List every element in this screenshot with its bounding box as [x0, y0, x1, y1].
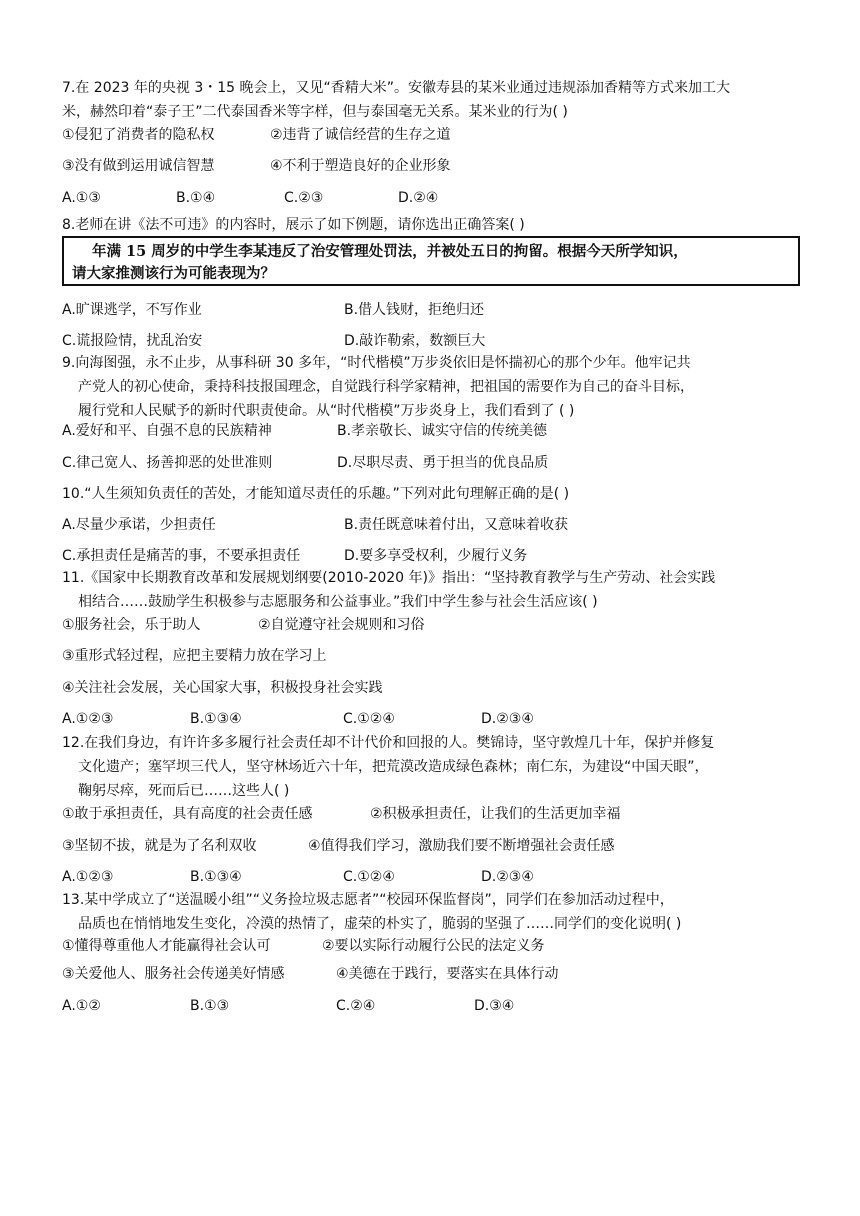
question-12-statement-3: ③坚韧不拔，就是为了名利双收 [62, 838, 257, 854]
question-13-statement-3: ③关爱他人、服务社会传递美好情感 [62, 966, 285, 982]
question-11-choice-d[interactable]: D.②③④ [481, 711, 534, 727]
question-9-choice-d[interactable]: D.尽职尽责、勇于担当的优良品质 [337, 455, 549, 471]
question-12-choice-a[interactable]: A.①②③ [62, 869, 114, 885]
question-12-choice-d[interactable]: D.②③④ [481, 869, 534, 885]
question-13-choice-c[interactable]: C.②④ [336, 998, 376, 1014]
question-12-choice-c[interactable]: C.①②④ [343, 869, 395, 885]
question-9-stem-line-1: 9.向海图强，永不止步，从事科研 30 多年，“时代楷模”万步炎依旧是怀揣初心的那个少年。他牢记共 [62, 355, 691, 371]
question-8-stem: 8.老师在讲《法不可违》的内容时，展示了如下例题，请你选出正确答案( ) [62, 217, 525, 233]
question-8-example-box [62, 236, 800, 286]
question-7-stem-line-2: 米，赫然印着“泰子王”二代泰国香米等字样，但与泰国毫无关系。某米业的行为( ) [62, 104, 568, 120]
question-8-choice-a[interactable]: A.旷课逃学，不写作业 [62, 302, 202, 318]
question-11-statement-4: ④关注社会发展，关心国家大事，积极投身社会实践 [62, 680, 383, 696]
question-8-choice-c[interactable]: C.谎报险情，扰乱治安 [62, 333, 203, 349]
question-10-choice-d[interactable]: D.要多享受权利，少履行义务 [344, 548, 528, 564]
question-7-choice-d[interactable]: D.②④ [398, 190, 439, 206]
question-11-choice-c[interactable]: C.①②④ [343, 711, 395, 727]
question-7-statement-4: ④不利于塑造良好的企业形象 [270, 158, 451, 174]
question-12-statement-1: ①敢于承担责任，具有高度的社会责任感 [62, 806, 313, 822]
question-12-stem-line-3: 鞠躬尽瘁，死而后已……这些人( ) [78, 783, 290, 799]
question-7-statement-1: ①侵犯了消费者的隐私权 [62, 127, 215, 143]
question-12-stem [62, 731, 812, 803]
question-12-statement-4: ④值得我们学习，激励我们要不断增强社会责任感 [308, 838, 615, 854]
question-11-stem [62, 566, 812, 614]
question-11-choice-a[interactable]: A.①②③ [62, 711, 114, 727]
question-9-stem [62, 351, 812, 423]
question-13-statement-2: ②要以实际行动履行公民的法定义务 [322, 938, 545, 954]
question-13-stem-line-2: 品质也在悄悄地发生变化，冷漠的热情了，虚荣的朴实了，脆弱的坚强了……同学们的变化说明( ) [78, 916, 682, 932]
question-12-stem-line-2: 文化遗产；塞罕坝三代人，坚守林场近六十年，把荒漠改造成绿色森林；南仁东，为建设“中国天眼”， [78, 759, 709, 775]
question-8-example-line-2: 请大家推测该行为可能表现为？ [72, 265, 275, 282]
question-12-choice-b[interactable]: B.①③④ [190, 869, 242, 885]
question-11-stem-line-1: 11.《国家中长期教育改革和发展规划纲要(2010-2020 年)》指出：“坚持教育教学与生产劳动、社会实践 [62, 570, 716, 586]
question-12-statement-2: ②积极承担责任，让我们的生活更加幸福 [370, 806, 621, 822]
question-9-choice-b[interactable]: B.孝亲敬长、诚实守信的传统美德 [337, 423, 548, 439]
question-13-stem-line-1: 13.某中学成立了“送温暖小组”“义务捡垃圾志愿者”“校园环保监督岗”，同学们在参加活动过程中， [62, 892, 674, 908]
question-11-choice-b[interactable]: B.①③④ [190, 711, 242, 727]
question-9-choice-a[interactable]: A.爱好和平、自强不息的民族精神 [62, 423, 272, 439]
question-8-choice-b[interactable]: B.借人钱财，拒绝归还 [344, 302, 485, 318]
question-13-choice-d[interactable]: D.③④ [474, 998, 515, 1014]
question-11-stem-line-2: 相结合……鼓励学生积极参与志愿服务和公益事业。”我们中学生参与社会生活应该( ) [78, 594, 598, 610]
question-9-stem-line-3: 履行党和人民赋予的新时代职责使命。从“时代楷模”万步炎身上，我们看到了 ( ) [78, 403, 575, 419]
question-10-choice-a[interactable]: A.尽量少承诺，少担责任 [62, 517, 216, 533]
question-11-statement-3: ③重形式轻过程，应把主要精力放在学习上 [62, 648, 327, 664]
question-12-stem-line-1: 12.在我们身边，有许许多多履行社会责任却不计代价和回报的人。樊锦诗，坚守敦煌几十年，保护并修复 [62, 735, 715, 751]
question-13-choice-b[interactable]: B.①③ [190, 998, 230, 1014]
question-11-statement-1: ①服务社会，乐于助人 [62, 617, 201, 633]
question-10-stem: 10.“人生须知负责任的苦处，才能知道尽责任的乐趣。”下列对此句理解正确的是( ) [62, 486, 570, 502]
question-13-stem [62, 888, 812, 936]
question-11-statement-2: ②自觉遵守社会规则和习俗 [258, 617, 425, 633]
question-7-choice-b[interactable]: B.①④ [176, 190, 216, 206]
question-8-example-line-1: 年满 15 周岁的中学生李某违反了治安管理处罚法，并被处五日的拘留。根据今天所学知识， [92, 243, 688, 260]
question-10-choice-c[interactable]: C.承担责任是痛苦的事，不要承担责任 [62, 548, 301, 564]
question-7-stem-line-1: 7.在 2023 年的央视 3・15 晚会上，又见“香精大米”。安徽寿县的某米业通过违规添加香精等方式来加工大 [62, 80, 731, 96]
question-7-statement-3: ③没有做到运用诚信智慧 [62, 158, 215, 174]
question-8-choice-d[interactable]: D.敲诈勒索，数额巨大 [344, 333, 486, 349]
question-13-choice-a[interactable]: A.①② [62, 998, 101, 1014]
question-9-stem-line-2: 产党人的初心使命，秉持科技报国理念，自觉践行科学家精神，把祖国的需要作为自己的奋斗目标， [78, 379, 694, 395]
question-9-choice-c[interactable]: C.律己宽人、扬善抑恶的处世准则 [62, 455, 273, 471]
question-10-choice-b[interactable]: B.责任既意味着付出，又意味着收获 [344, 517, 569, 533]
question-7-choice-c[interactable]: C.②③ [284, 190, 324, 206]
question-7-statement-2: ②违背了诚信经营的生存之道 [270, 127, 451, 143]
question-7-choice-a[interactable]: A.①③ [62, 190, 101, 206]
question-13-statement-4: ④美德在于践行，要落实在具体行动 [336, 966, 559, 982]
question-13-statement-1: ①懂得尊重他人才能赢得社会认可 [62, 938, 271, 954]
question-7-stem [62, 76, 812, 124]
